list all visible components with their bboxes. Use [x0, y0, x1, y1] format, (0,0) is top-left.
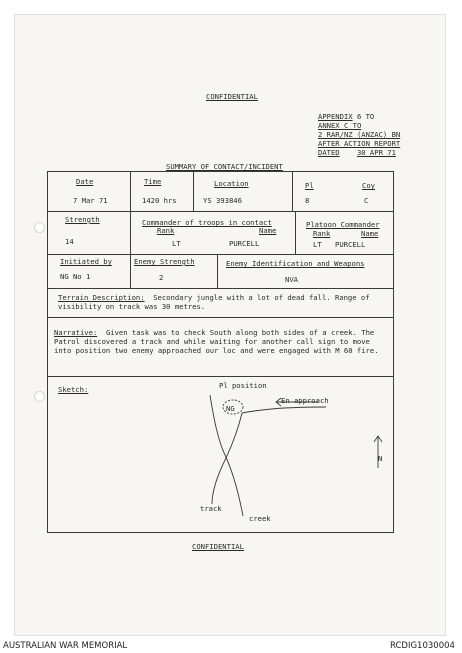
enemy-strength-value: 2 [159, 273, 164, 282]
terrain-text-1: Secondary jungle with a lot of dead fall. Range of [153, 293, 370, 302]
strength-value: 14 [65, 237, 74, 246]
footer-institution: AUSTRALIAN WAR MEMORIAL [3, 641, 128, 651]
sketch-creek-label: creek [249, 514, 271, 523]
footer-record-id: RCDIG1030004 [390, 641, 455, 651]
report-line: AFTER ACTION REPORT [318, 139, 401, 148]
time-label: Time [144, 177, 162, 186]
dated-value: 30 APR 71 [356, 148, 396, 157]
narrative-line-3: into position two enemy approached our loc and were engaged with M 60 fire. [54, 346, 379, 355]
strength-label: Strength [65, 215, 100, 224]
enemy-id-value: NVA [285, 275, 298, 284]
sketch-north-label: N [378, 454, 383, 463]
commander-rank-label: Rank [157, 226, 175, 235]
sketch-ng-label: NG [226, 404, 235, 413]
sketch-pl-position: Pl position [219, 381, 267, 390]
sketch-approach-label: En approach [281, 396, 329, 405]
unit-line: 2 RAR/NZ (ANZAC) BN [318, 130, 401, 139]
location-value: YS 393846 [203, 196, 242, 205]
classification-bottom: CONFIDENTIAL [192, 542, 244, 551]
platoon-commander-label: Platoon Commander [306, 220, 380, 229]
pl-value: 8 [305, 196, 310, 205]
sketch-pl-position-circle [223, 400, 243, 414]
commander-rank: LT [172, 239, 181, 248]
pl-label: Pl [305, 181, 314, 190]
terrain-line-2: visibility on track was 30 metres. [58, 302, 206, 311]
pc-name-label: Name [361, 229, 379, 238]
narrative-line-2: Patrol discovered a track and while waiting for another call sign to move [54, 337, 370, 346]
date-value: 7 Mar 71 [73, 196, 108, 205]
commander-name-label: Name [259, 226, 277, 235]
classification-top: CONFIDENTIAL [206, 92, 258, 101]
dated-label: DATED [318, 148, 340, 157]
enemy-strength-label: Enemy Strength [134, 257, 195, 266]
location-label: Location [214, 179, 249, 188]
initiated-label: Initiated by [60, 257, 112, 266]
date-label: Date [76, 177, 94, 186]
sketch-track-branch [242, 407, 326, 413]
commander-name: PURCELL [229, 239, 260, 248]
commander-label: Commander of troops in contact [142, 218, 272, 227]
time-value: 1420 hrs [142, 196, 177, 205]
coy-value: C [364, 196, 369, 205]
pc-rank: LT [313, 240, 322, 249]
annex-line: ANNEX C TO [318, 121, 362, 130]
initiated-value: NG No 1 [60, 272, 91, 281]
coy-label: Coy [362, 181, 375, 190]
sketch-label: Sketch: [58, 385, 89, 394]
narrative-label: Narrative: [54, 328, 98, 337]
terrain-label: Terrain Description: [58, 293, 145, 302]
north-arrow [374, 436, 382, 468]
appendix-prefix: APPENDIX [318, 112, 353, 121]
appendix-number: 6 [356, 112, 362, 121]
pc-name: PURCELL [335, 240, 366, 249]
form-title: SUMMARY OF CONTACT/INCIDENT [166, 162, 283, 171]
pc-rank-label: Rank [313, 229, 331, 238]
sketch-approach-arrow [276, 398, 318, 406]
appendix-to: TO [365, 112, 375, 121]
sketch-track-label: track [200, 504, 222, 513]
enemy-id-label: Enemy Identification and Weapons [226, 259, 365, 268]
narrative-text-1: Given task was to check South along both sides of a creek. The [105, 328, 375, 337]
